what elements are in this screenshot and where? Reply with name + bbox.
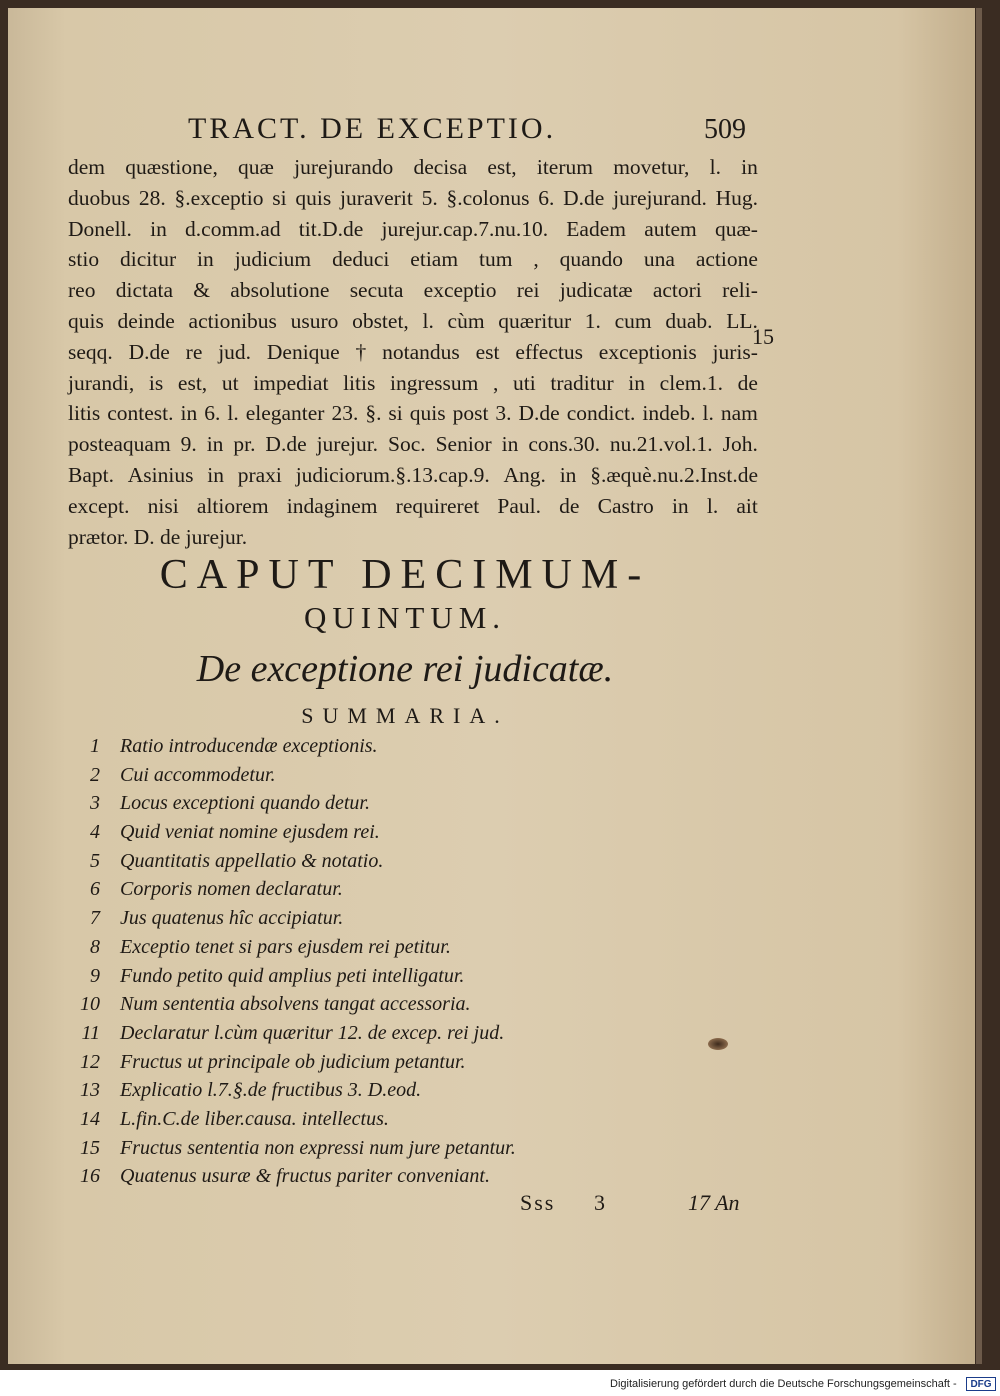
summary-item [60, 1048, 660, 1077]
page-edge [976, 8, 982, 1364]
body-line: except. nisi altiorem indaginem requireret Paul. de Castro in l. ait [68, 493, 758, 518]
body-line: quis deinde actionibus usuro obstet, l. cùm quæritur 1. cum duab. LL. [68, 308, 758, 333]
summary-item [60, 962, 660, 991]
signature-mark: Sss [520, 1190, 556, 1215]
summary-item [60, 1105, 660, 1134]
body-line: stio dicitur in judicium deduci etiam tum , quando una actione [68, 247, 758, 272]
chapter-heading-block [0, 552, 810, 736]
body-line: Donell. in d.comm.ad tit.D.de jurejur.cap.7.nu.10. Eadem autem quæ- [68, 216, 758, 241]
running-title: TRACT. DE EXCEPTIO. [188, 112, 557, 145]
summary-item-text: Cui accommodetur. [120, 763, 276, 786]
body-line: seqq. D.de re jud. Denique † notandus est effectus exceptionis juris- [68, 339, 758, 364]
summary-item-number: 3 [90, 792, 100, 815]
summary-item-text: Jus quatenus hîc accipiatur. [120, 907, 344, 930]
summary-item-text: Fructus sententia non expressi num jure petantur. [120, 1136, 516, 1159]
dfg-logo-icon: DFG [966, 1377, 996, 1391]
summary-item [60, 1162, 660, 1191]
signature-number: 3 [594, 1190, 605, 1215]
summary-item-text: Quid veniat nomine ejusdem rei. [120, 821, 380, 844]
summary-item-number: 12 [80, 1050, 100, 1073]
summary-item [60, 789, 660, 818]
summary-item [60, 875, 660, 904]
summary-item-text: Num sententia absolvens tangat accessoria. [120, 993, 471, 1016]
summary-item-text: Fundo petito quid amplius peti intelligatur. [120, 964, 465, 987]
summary-item [60, 761, 660, 790]
summary-item [60, 818, 660, 847]
summary-item-number: 14 [80, 1107, 100, 1130]
summaria-label: SUMMARIA. [301, 703, 509, 728]
summary-item [60, 847, 660, 876]
summary-item [60, 904, 660, 933]
body-text [68, 152, 758, 552]
summary-item-text: Quatenus usuræ & fructus pariter conveniant. [120, 1165, 490, 1188]
body-line: Bapt. Asinius in praxi judiciorum.§.13.cap.9. Ang. in §.æquè.nu.2.Inst.de [68, 462, 758, 487]
page-header [188, 112, 768, 148]
summary-item-text: Locus exceptioni quando detur. [120, 792, 370, 815]
ink-stain [708, 1038, 728, 1050]
summary-item-number: 8 [90, 935, 100, 958]
summary-item [60, 1134, 660, 1163]
summary-item [60, 1019, 660, 1048]
summary-item-number: 5 [90, 849, 100, 872]
summary-item-number: 15 [80, 1136, 100, 1159]
summary-item-number: 7 [90, 907, 100, 930]
body-line: prætor. D. de jurejur. [68, 524, 248, 549]
body-line: posteaquam 9. in pr. D.de jurejur. Soc. Senior in cons.30. nu.21.vol.1. Joh. [68, 432, 758, 457]
summary-item-text: Ratio introducendæ exceptionis. [120, 735, 378, 757]
summary-item [60, 732, 660, 761]
summary-item-text: Explicatio l.7.§.de fructibus 3. D.eod. [120, 1079, 422, 1102]
summary-item-number: 9 [90, 964, 100, 987]
body-line: litis contest. in 6. l. eleganter 23. §. si quis post 3. D.de condict. indeb. l. nam [68, 401, 758, 426]
body-line: jurandi, is est, ut impediat litis ingressum , uti traditur in clem.1. de [68, 370, 758, 395]
body-line: duobus 28. §.exceptio si quis juraverit 5. §.colonus 6. D.de jurejurand. Hug. [68, 185, 758, 210]
summary-item [60, 990, 660, 1019]
digitization-credit [610, 1376, 998, 1394]
page-number: 509 [704, 114, 746, 145]
body-line: dem quæstione, quæ jurejurando decisa est, iterum movetur, l. in [68, 155, 758, 179]
summary-item-number: 6 [90, 878, 100, 901]
summary-item-text: Declaratur l.cùm quæritur 12. de excep. rei jud. [120, 1021, 505, 1044]
summary-item-number: 2 [90, 763, 100, 786]
summary-item-text: Exceptio tenet si pars ejusdem rei petitur. [120, 935, 451, 958]
summary-item-number: 13 [80, 1079, 100, 1102]
summary-item-number: 10 [80, 993, 100, 1016]
summary-item-number: 1 [90, 735, 100, 757]
summary-list [60, 732, 660, 1191]
credit-text: Digitalisierung gefördert durch die Deutsche Forschungsgemeinschaft - [610, 1378, 957, 1390]
summary-item-number: 16 [80, 1165, 100, 1188]
summary-item-text: Corporis nomen declaratur. [120, 878, 343, 901]
catchword: 17 An [688, 1190, 740, 1215]
body-line: reo dictata & absolutione secuta exceptio rei judicatæ actori reli- [68, 278, 758, 303]
summary-item-number: 4 [90, 821, 100, 844]
summary-item-text: L.fin.C.de liber.causa. intellectus. [120, 1107, 389, 1130]
summary-item [60, 933, 660, 962]
summary-item-number: 11 [81, 1021, 100, 1044]
margin-note-number: 15 [752, 324, 774, 349]
page-footer [520, 1190, 760, 1220]
chapter-heading: De exceptione rei judicatæ. [196, 648, 614, 690]
summary-item-text: Quantitatis appellatio & notatio. [120, 849, 384, 872]
chapter-subtitle: QUINTUM. [303, 600, 507, 635]
summary-item-text: Fructus ut principale ob judicium petantur. [120, 1050, 466, 1073]
summary-item [60, 1076, 660, 1105]
chapter-title: CAPUT DECIMUM- [159, 552, 651, 598]
